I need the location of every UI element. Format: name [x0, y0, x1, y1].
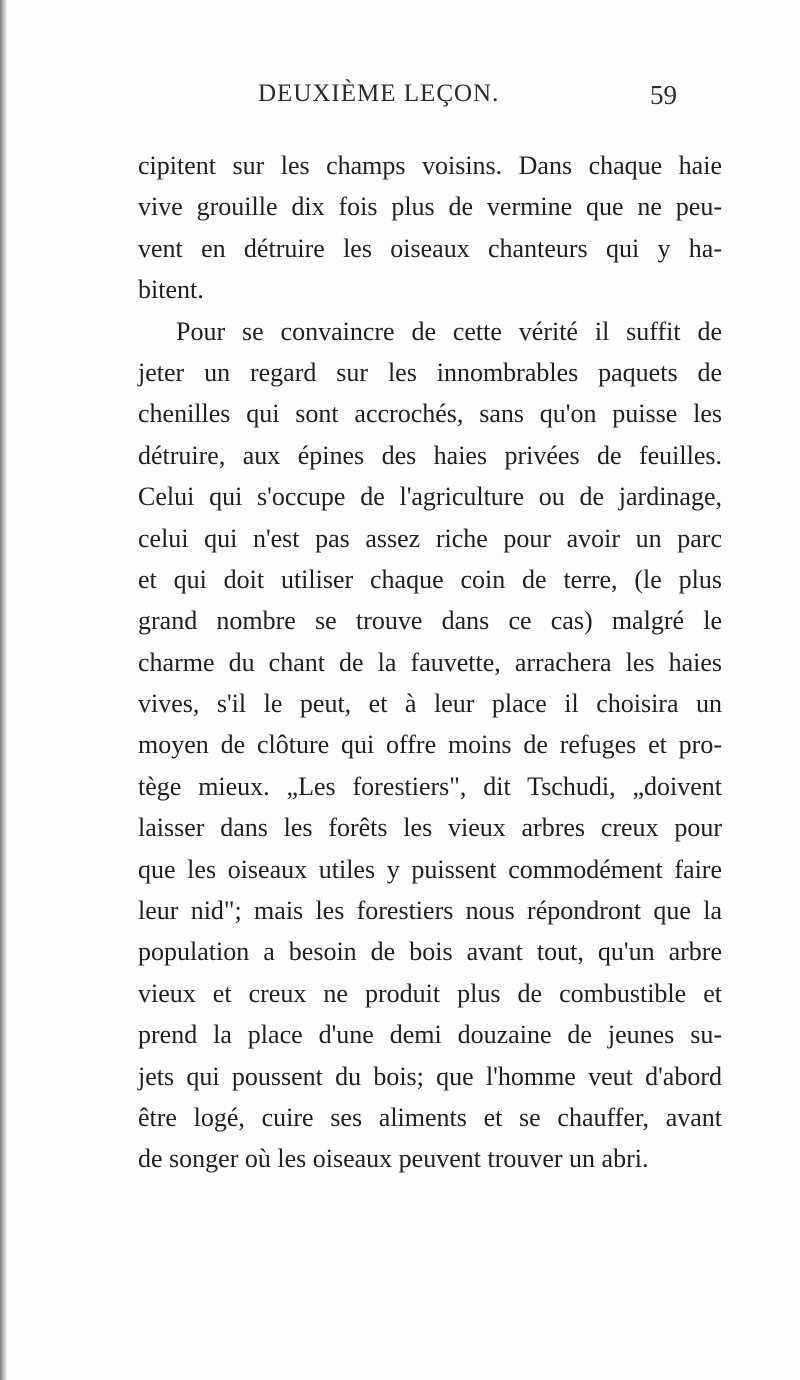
text-line: leur nid"; mais les forestiers nous répondront que la [138, 896, 722, 926]
text-line: cipitent sur les champs voisins. Dans chaque haie [138, 151, 722, 180]
text-line: charme du chant de la fauvette, arrachera les haies [138, 647, 722, 677]
text-line: et qui doit utiliser chaque coin de terre, (le plus [138, 564, 722, 594]
text-line: prend la place d'une demi douzaine de jeunes su- [138, 1020, 722, 1050]
text-line: être logé, cuire ses aliments et se chauffer, avant [138, 1102, 722, 1132]
text-line: Pour se convaincre de cette vérité il suffit de [176, 316, 722, 346]
text-line: chenilles qui sont accrochés, sans qu'on puisse les [138, 399, 722, 429]
text-line: Celui qui s'occupe de l'agriculture ou de jardinage, [138, 482, 722, 512]
text-line: jets qui poussent du bois; que l'homme veut d'abord [138, 1061, 722, 1091]
text-line: jeter un regard sur les innombrables paquets de [138, 357, 722, 387]
text-line: laisser dans les forêts les vieux arbres creux pour [138, 813, 722, 843]
page-number: 59 [650, 80, 677, 110]
text-line: vive grouille dix fois plus de vermine que ne peu- [138, 192, 722, 222]
text-line: population a besoin de bois avant tout, qu'un arbre [138, 937, 722, 967]
text-line: vieux et creux ne produit plus de combustible et [138, 978, 722, 1008]
text-line: tège mieux. „Les forestiers", dit Tschudi, „doivent [138, 771, 722, 801]
text-line: vent en détruire les oiseaux chanteurs qui y ha- [138, 233, 722, 263]
body-text [138, 145, 722, 1180]
chapter-title: DEUXIÈME LEÇON. [258, 80, 500, 107]
text-line: que les oiseaux utiles y puissent commodément faire [138, 854, 722, 884]
page-binding-edge [0, 0, 7, 1380]
text-line: grand nombre se trouve dans ce cas) malgré le [138, 606, 722, 636]
text-line: bitent. [138, 275, 204, 305]
text-line: détruire, aux épines des haies privées de feuilles. [138, 440, 722, 470]
text-line: vives, s'il le peut, et à leur place il choisira un [138, 689, 722, 719]
running-header [0, 80, 800, 120]
text-line: moyen de clôture qui offre moins de refuges et pro- [138, 730, 722, 760]
text-line: de songer où les oiseaux peuvent trouver un abri. [138, 1144, 649, 1174]
text-line: celui qui n'est pas assez riche pour avoir un parc [138, 523, 722, 553]
